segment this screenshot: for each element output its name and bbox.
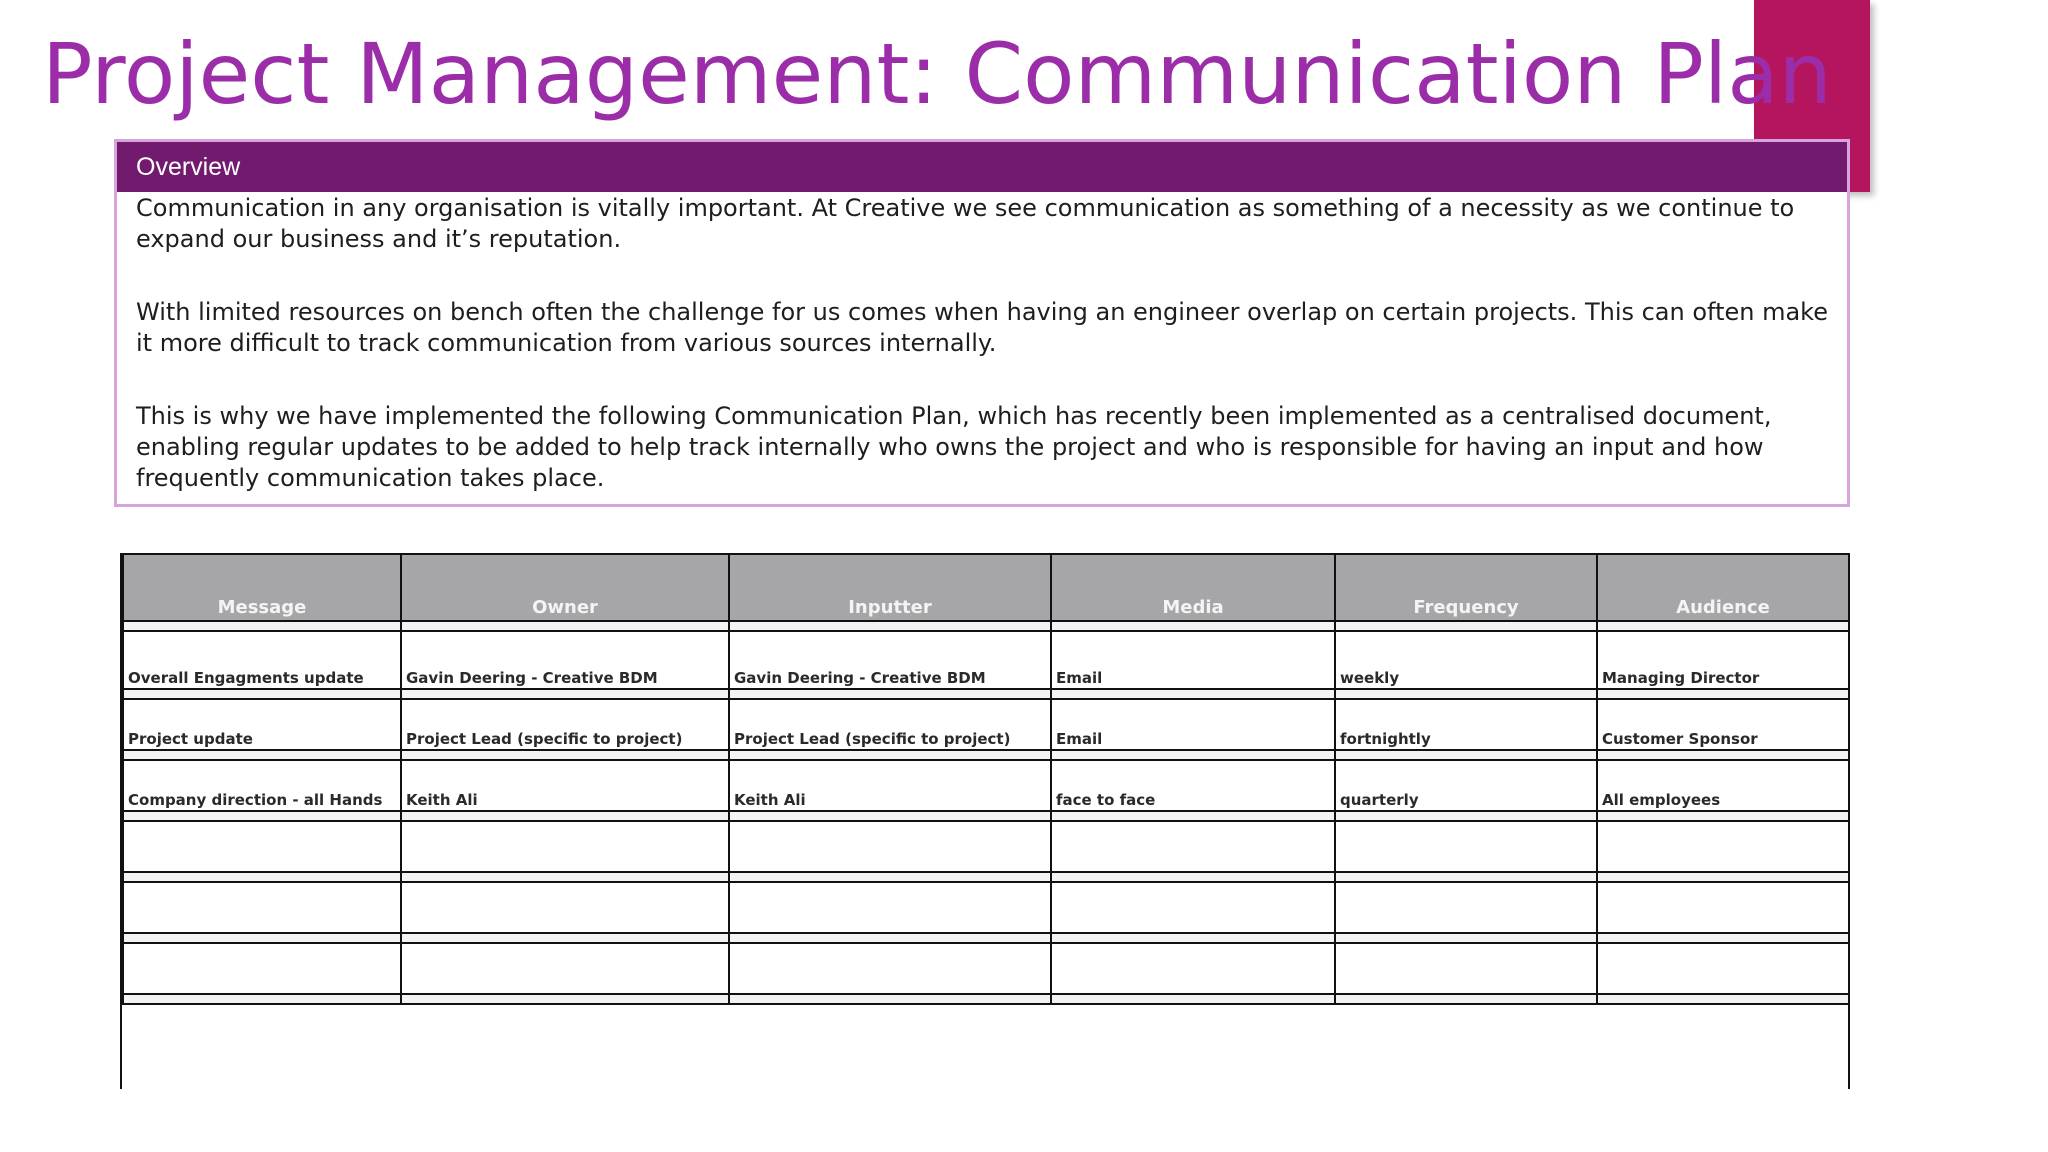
overview-body (117, 193, 1847, 494)
cell-inputter: Project Lead (specific to project) (729, 699, 1051, 750)
table-row (123, 631, 1849, 689)
cell-audience: Managing Director (1597, 631, 1849, 689)
slide-title: Project Management: Communication Plan (42, 25, 1832, 123)
cell-inputter (729, 882, 1051, 933)
cell-inputter: Keith Ali (729, 760, 1051, 811)
column-header-message: Message (123, 555, 401, 621)
cell-media: Email (1051, 631, 1335, 689)
row-separator (123, 994, 1849, 1004)
cell-inputter (729, 821, 1051, 872)
row-separator (123, 750, 1849, 760)
cell-owner (401, 882, 729, 933)
cell-message (123, 821, 401, 872)
cell-owner: Project Lead (specific to project) (401, 699, 729, 750)
cell-frequency (1335, 943, 1597, 994)
cell-media (1051, 882, 1335, 933)
cell-inputter: Gavin Deering - Creative BDM (729, 631, 1051, 689)
cell-media (1051, 943, 1335, 994)
table-row (123, 699, 1849, 750)
cell-frequency (1335, 882, 1597, 933)
column-header-audience: Audience (1597, 555, 1849, 621)
table-row (123, 943, 1849, 994)
cell-owner (401, 821, 729, 872)
cell-message: Company direction - all Hands (123, 760, 401, 811)
cell-message (123, 943, 401, 994)
cell-audience (1597, 882, 1849, 933)
column-header-owner: Owner (401, 555, 729, 621)
overview-paragraph: This is why we have implemented the following Communication Plan, which has recently been implemented as a centralised document, enabling regular updates to be added to help track internally who owns the project and who is responsible for having an input and how frequently communication takes place. (136, 402, 1772, 492)
communication-plan-table-container (120, 553, 1850, 1089)
overview-panel (114, 139, 1850, 507)
row-separator (123, 872, 1849, 882)
row-separator (123, 621, 1849, 631)
cell-message: Project update (123, 699, 401, 750)
overview-paragraph: With limited resources on bench often the challenge for us comes when having an engineer overlap on certain projects. This can often make it more difficult to track communication from various sources internally. (136, 298, 1828, 357)
overview-header: Overview (117, 142, 1847, 192)
cell-owner: Gavin Deering - Creative BDM (401, 631, 729, 689)
cell-message: Overall Engagments update (123, 631, 401, 689)
cell-frequency (1335, 821, 1597, 872)
row-separator (123, 933, 1849, 943)
cell-frequency: quarterly (1335, 760, 1597, 811)
table-row (123, 882, 1849, 933)
overview-paragraph: Communication in any organisation is vitally important. At Creative we see communication as something of a necessity as we continue to expand our business and it’s reputation. (136, 194, 1795, 253)
cell-inputter (729, 943, 1051, 994)
cell-audience: Customer Sponsor (1597, 699, 1849, 750)
cell-message (123, 882, 401, 933)
cell-audience (1597, 821, 1849, 872)
communication-plan-table (122, 555, 1850, 1005)
cell-owner: Keith Ali (401, 760, 729, 811)
column-header-media: Media (1051, 555, 1335, 621)
cell-audience: All employees (1597, 760, 1849, 811)
column-header-frequency: Frequency (1335, 555, 1597, 621)
row-separator (123, 811, 1849, 821)
table-header-row (123, 555, 1849, 621)
column-header-inputter: Inputter (729, 555, 1051, 621)
cell-owner (401, 943, 729, 994)
cell-frequency: fortnightly (1335, 699, 1597, 750)
cell-frequency: weekly (1335, 631, 1597, 689)
table-row (123, 821, 1849, 872)
cell-audience (1597, 943, 1849, 994)
cell-media: face to face (1051, 760, 1335, 811)
cell-media: Email (1051, 699, 1335, 750)
table-row (123, 760, 1849, 811)
cell-media (1051, 821, 1335, 872)
row-separator (123, 689, 1849, 699)
